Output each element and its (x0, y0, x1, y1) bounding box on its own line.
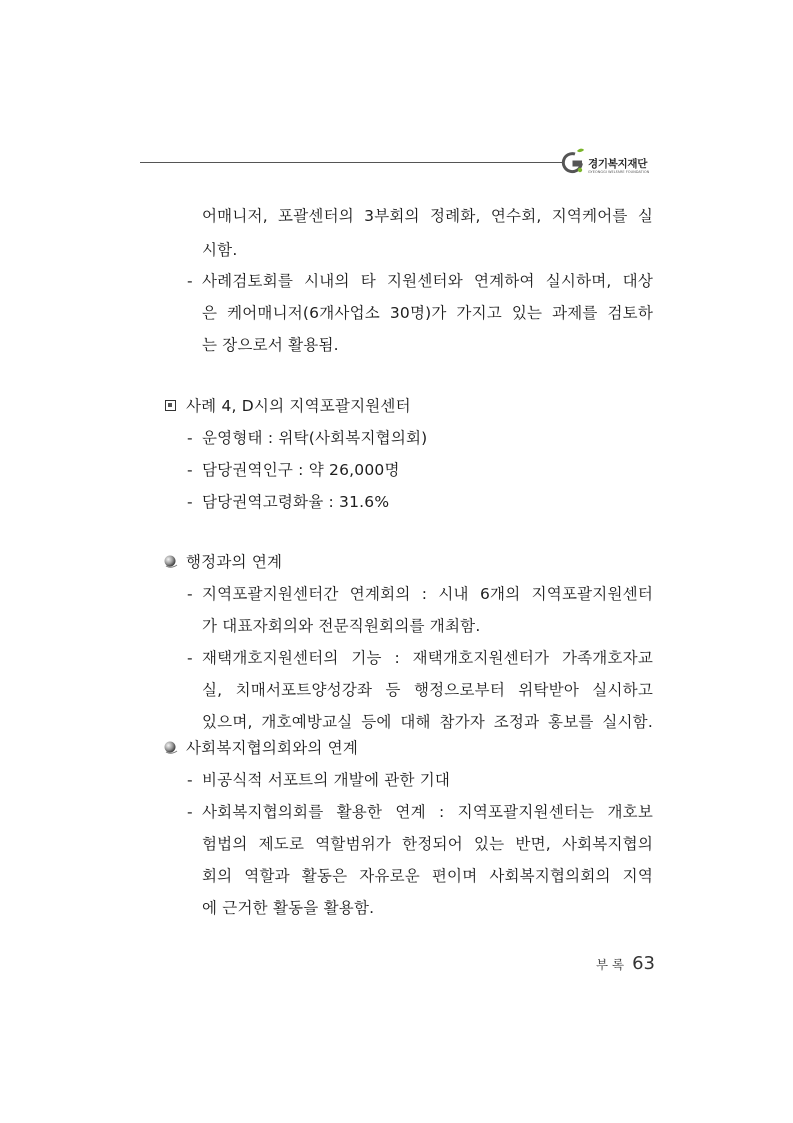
dash-marker: - (187, 272, 193, 290)
page-number: 63 (632, 953, 655, 974)
dash-marker: - (187, 585, 193, 603)
square-bullet-icon (165, 400, 176, 411)
dash-marker: - (187, 803, 193, 821)
admin-title: 행정과의 연계 (186, 553, 283, 571)
social-item2-line-2: 험법의 제도로 역할범위가 한정되어 있는 반면, 사회복지협의 (202, 835, 653, 853)
social-item1: 비공식적 서포트의 개발에 관한 기대 (202, 771, 451, 789)
intro-line-2: 시함. (202, 241, 238, 259)
case4-item-1: 운영형태 : 위탁(사회복지협의회) (202, 429, 428, 447)
dash-marker: - (187, 771, 193, 789)
admin-item2-line-3: 있으며, 개호예방교실 등에 대해 참가자 조정과 홍보를 실시함. (202, 713, 653, 731)
dash-marker: - (187, 493, 193, 511)
case4-item-2: 담당권역인구 : 약 26,000명 (202, 461, 400, 479)
org-subtitle: GYEONGGI WELFARE FOUNDATION (588, 170, 650, 174)
case4-item-3: 담당권역고령화율 : 31.6% (202, 493, 390, 511)
intro-item-line-1: 사례검토회를 시내의 타 지원센터와 연계하여 실시하며, 대상 (202, 272, 653, 290)
sphere-bullet-icon (163, 740, 179, 756)
social-item2-line-4: 에 근거한 활동을 활용함. (202, 899, 375, 917)
sphere-bullet-icon (163, 554, 179, 570)
dash-marker: - (187, 429, 193, 447)
social-title: 사회복지협의회와의 연계 (186, 739, 359, 757)
admin-item1-line-1: 지역포괄지원센터간 연계회의 : 시내 6개의 지역포괄지원센터 (202, 585, 653, 603)
admin-item2-line-1: 재택개호지원센터의 기능 : 재택개호지원센터가 가족개호자교 (202, 649, 653, 667)
intro-item-line-2: 은 케어매니저(6개사업소 30명)가 가지고 있는 과제를 검토하 (202, 304, 653, 322)
org-name: 경기복지재단 (588, 158, 648, 170)
admin-item2-line-2: 실, 치매서포트양성강좌 등 행정으로부터 위탁받아 실시하고 (202, 681, 653, 699)
page-footer (596, 953, 655, 974)
footer-section: 부록 (595, 957, 629, 972)
admin-item1-line-2: 가 대표자회의와 전문직원회의를 개최함. (202, 617, 481, 635)
dash-marker: - (187, 649, 193, 667)
social-item2-line-1: 사회복지협의회를 활용한 연계 : 지역포괄지원센터는 개호보 (202, 803, 653, 821)
intro-line-1: 어매니저, 포괄센터의 3부회의 정례화, 연수회, 지역케어를 실 (202, 207, 653, 225)
intro-item-line-3: 는 장으로서 활용됨. (202, 336, 339, 354)
dash-marker: - (187, 461, 193, 479)
social-item2-line-3: 회의 역할과 활동은 자유로운 편이며 사회복지협의회의 지역 (202, 867, 653, 885)
case4-title: 사례 4, D시의 지역포괄지원센터 (186, 397, 411, 415)
